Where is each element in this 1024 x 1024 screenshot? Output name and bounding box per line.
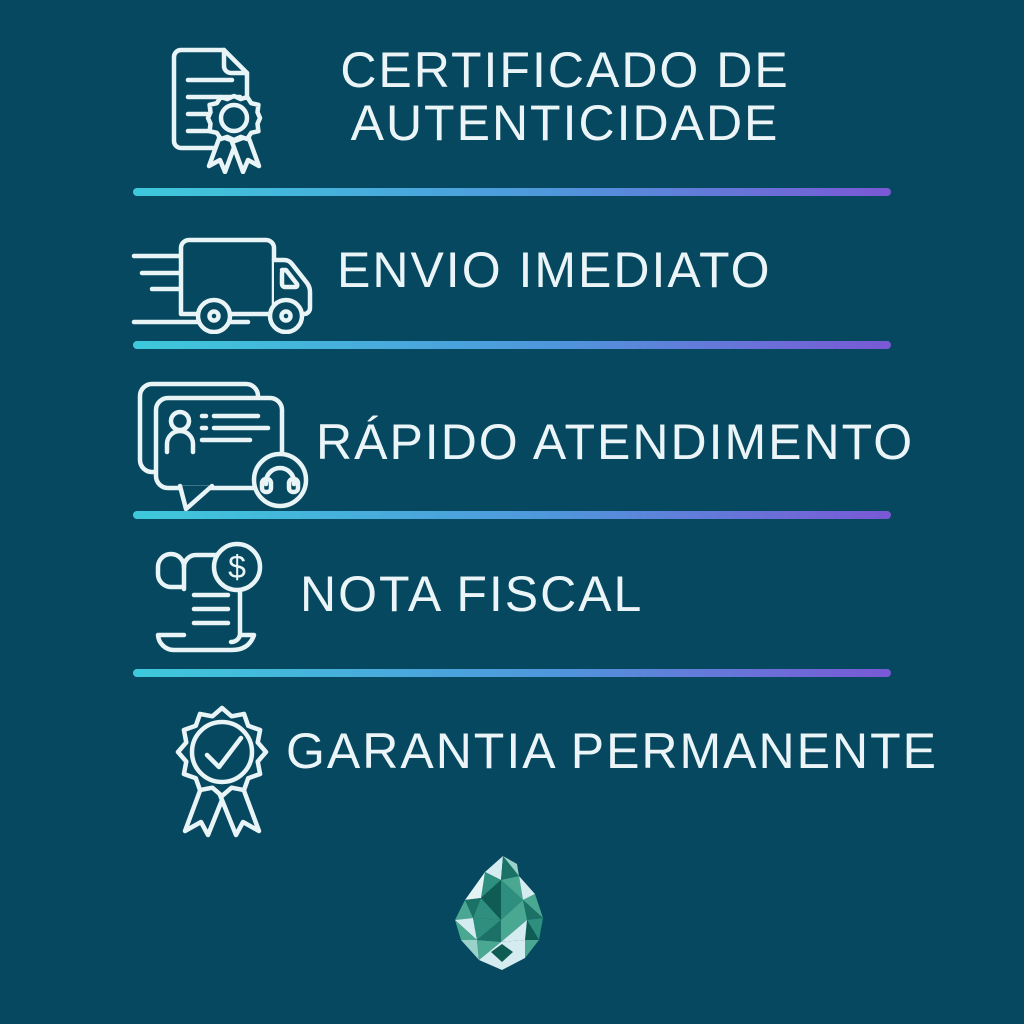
chat-support-icon bbox=[132, 376, 324, 512]
row-atendimento-label: RÁPIDO ATENDIMENTO bbox=[316, 414, 915, 470]
gradient-divider bbox=[133, 511, 891, 519]
gradient-divider bbox=[133, 188, 891, 196]
row-nota-fiscal-label: NOTA FISCAL bbox=[300, 566, 644, 622]
row-garantia-label: GARANTIA PERMANENTE bbox=[286, 723, 938, 779]
delivery-truck-icon bbox=[126, 228, 316, 334]
row-certificado bbox=[250, 44, 880, 150]
row-certificado-label-line-1: CERTIFICADO DE bbox=[340, 42, 790, 98]
warranty-rosette-icon bbox=[170, 700, 274, 840]
invoice-scroll-icon bbox=[140, 537, 270, 665]
gem-logo bbox=[447, 852, 551, 979]
dollar-sign: $ bbox=[228, 549, 246, 585]
row-envio-label: ENVIO IMEDIATO bbox=[337, 242, 772, 298]
gradient-divider bbox=[133, 669, 891, 677]
gradient-divider bbox=[133, 341, 891, 349]
row-certificado-label-line-2: AUTENTICIDADE bbox=[350, 95, 780, 151]
